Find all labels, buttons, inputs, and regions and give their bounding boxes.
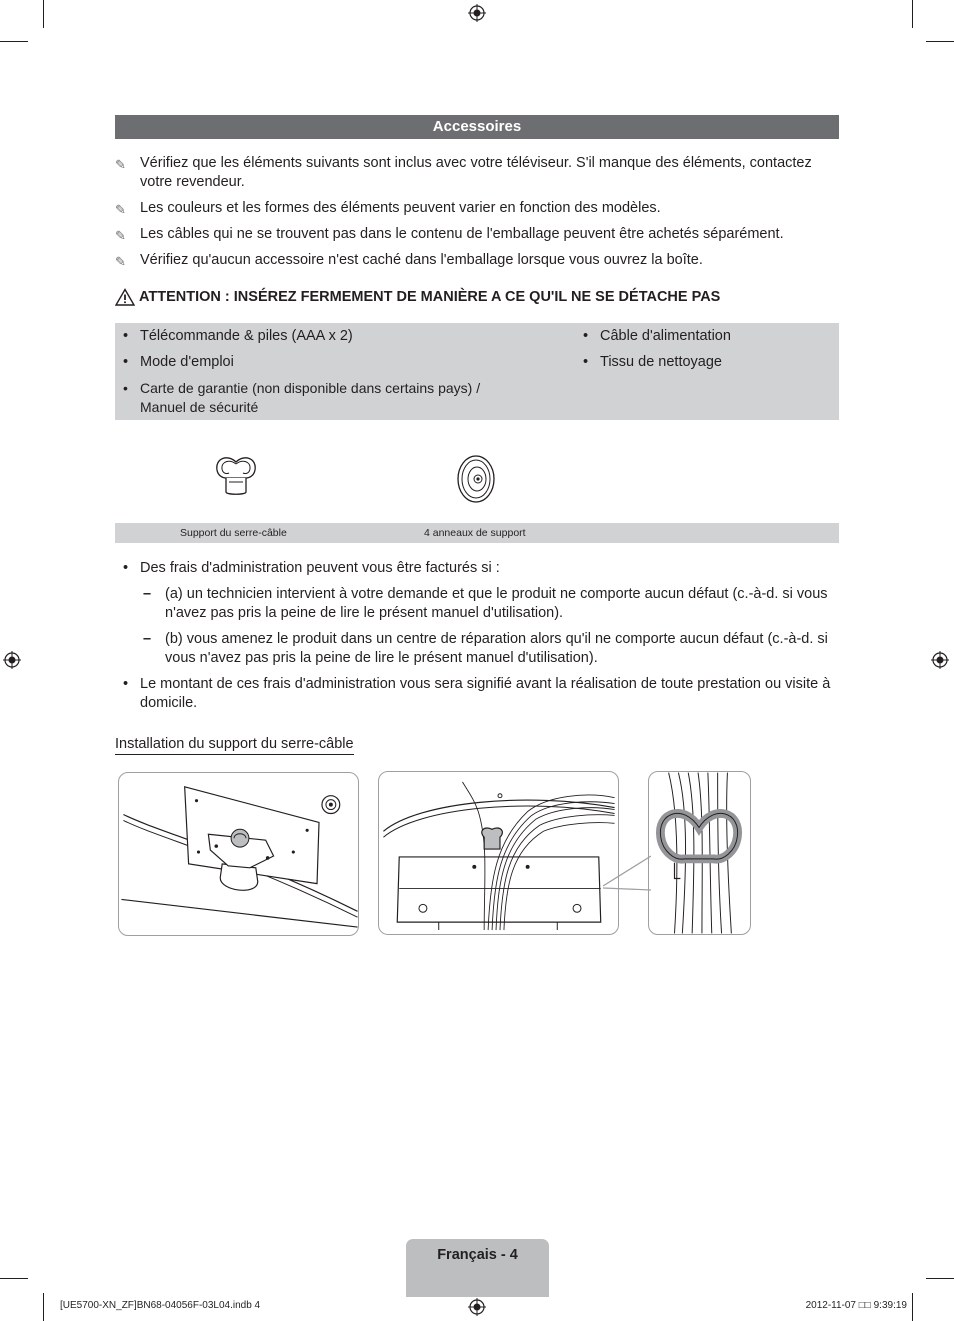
crop-mark xyxy=(912,0,913,28)
cable-holder-closeup-drawing xyxy=(649,772,750,934)
caption-holder-ring: 4 anneaux de support xyxy=(424,527,526,539)
note-item xyxy=(115,199,839,218)
note-item xyxy=(115,251,839,270)
pencil-icon: ✎ xyxy=(115,228,126,243)
note-text: Les câbles qui ne se trouvent pas dans le contenu de l'emballage peuvent être achetés séparément. xyxy=(140,226,784,242)
crop-mark xyxy=(0,1278,28,1279)
fees-note: • Le montant de ces frais d'administration vous sera signifié avant la réalisation de toute prestation ou visite à domicile. xyxy=(115,675,839,713)
note-text: Vérifiez que les éléments suivants sont inclus avec votre téléviseur. S'il manque des éléments, contactez votre revendeur. xyxy=(140,155,812,190)
accessories-caption-bar xyxy=(115,523,839,543)
pencil-icon: ✎ xyxy=(115,254,126,269)
accessory-item: • Mode d'emploi xyxy=(120,353,540,372)
fees-case: – (a) un technicien intervient à votre demande et que le produit ne comporte aucun défaut (c.-à-d. si vous n'avez pas pris la peine de lire le présent manuel d'utilisation). xyxy=(115,585,839,623)
accessory-item: • Carte de garantie (non disponible dans certains pays) / Manuel de sécurité xyxy=(120,379,500,417)
installation-title: Installation du support du serre-câble xyxy=(115,736,354,755)
fees-case: – (b) vous amenez le produit dans un centre de réparation alors qu'il ne comporte aucun défaut (c.-à-d. si vous n'avez pas pris la peine de lire le présent manuel d'utilisation). xyxy=(115,630,839,668)
accessory-item: • Câble d'alimentation xyxy=(580,327,830,346)
stand-cable-routing-drawing xyxy=(379,772,618,934)
note-item xyxy=(115,154,839,192)
registration-mark-icon xyxy=(931,651,949,669)
registration-mark-icon xyxy=(468,1298,486,1316)
pencil-icon: ✎ xyxy=(115,202,126,217)
note-item xyxy=(115,225,839,244)
crop-mark xyxy=(0,41,28,42)
accessories-left-column xyxy=(120,327,540,424)
note-text: Vérifiez qu'aucun accessoire n'est caché dans l'emballage lorsque vous ouvrez la boîte. xyxy=(140,252,703,268)
page-number-tab: Français - 4 xyxy=(406,1239,549,1297)
attention-warning xyxy=(115,288,720,306)
note-text: Les couleurs et les formes des éléments peuvent varier en fonction des modèles. xyxy=(140,200,661,216)
accessories-box xyxy=(115,323,839,420)
cable-holder-icon xyxy=(212,452,260,500)
warning-triangle-icon xyxy=(115,288,135,306)
callout-connector xyxy=(603,854,651,892)
holder-ring-icon xyxy=(454,454,498,504)
footer-file-name: [UE5700-XN_ZF]BN68-04056F-03L04.indb 4 xyxy=(60,1300,261,1311)
crop-mark xyxy=(926,41,954,42)
crop-mark xyxy=(926,1278,954,1279)
accessories-right-column xyxy=(580,327,830,379)
fees-section xyxy=(115,559,839,720)
installation-step-2-illustration xyxy=(378,771,619,935)
accessory-item: • Télécommande & piles (AAA x 2) xyxy=(120,327,540,346)
crop-mark xyxy=(43,1293,44,1321)
accessory-item: • Tissu de nettoyage xyxy=(580,353,830,372)
notes-list xyxy=(115,154,839,277)
attention-text: ATTENTION : INSÉREZ FERMEMENT DE MANIÈRE A CE QU'IL NE SE DÉTACHE PAS xyxy=(139,289,721,305)
tv-back-mount-drawing xyxy=(119,773,358,935)
crop-mark xyxy=(912,1293,913,1321)
footer-timestamp: 2012-11-07 □□ 9:39:19 xyxy=(805,1300,907,1311)
caption-cable-holder: Support du serre-câble xyxy=(180,527,287,539)
registration-mark-icon xyxy=(3,651,21,669)
fees-intro: • Des frais d'administration peuvent vous être facturés si : xyxy=(115,559,839,578)
pencil-icon: ✎ xyxy=(115,157,126,172)
installation-step-1-illustration xyxy=(118,772,359,936)
installation-step-3-illustration xyxy=(648,771,751,935)
crop-mark xyxy=(43,0,44,28)
section-title: Accessoires xyxy=(115,115,839,139)
registration-mark-icon xyxy=(468,4,486,22)
